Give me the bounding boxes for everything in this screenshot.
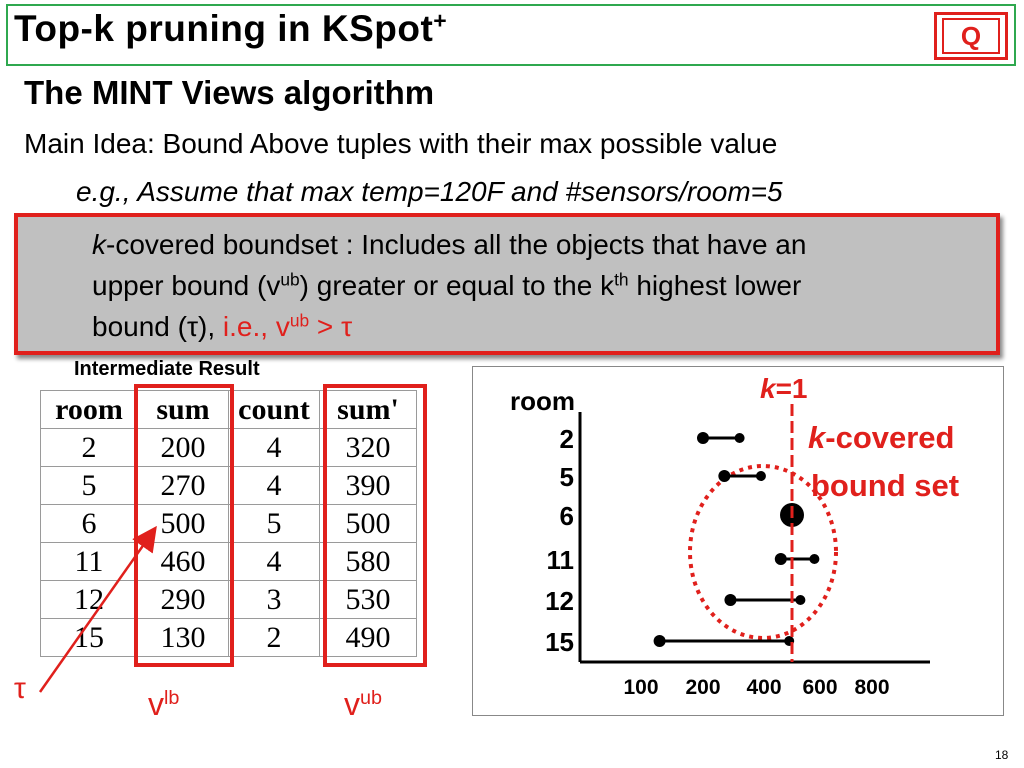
table-label: Intermediate Result	[74, 358, 260, 380]
cell-sum: 290	[138, 581, 229, 619]
slide-title: Top-k pruning in KSpot+	[14, 7, 448, 49]
definition-line-2: upper bound $(v^{ub})$ greater or equal to the $k^{th}$ highest lower	[92, 269, 802, 301]
cell-sum: 200	[138, 429, 229, 467]
cell-sum-prime: 490	[320, 619, 417, 657]
cell-count: 5	[229, 505, 320, 543]
vub-label: $v^{ub}$	[344, 686, 383, 722]
cell-sum-prime: 530	[320, 581, 417, 619]
cell-room: 6	[41, 505, 138, 543]
definition-line-1: k-covered boundset : Includes all the objects that have an	[92, 229, 807, 260]
cell-count: 4	[229, 543, 320, 581]
cell-count: 3	[229, 581, 320, 619]
example-text: e.g., Assume that max temp=120F and #sensors/room=5	[76, 176, 783, 207]
x-tick-label: 800	[854, 676, 890, 699]
header-room: room	[41, 391, 138, 429]
cell-sum: 460	[138, 543, 229, 581]
cell-room: 5	[41, 467, 138, 505]
x-tick-label: 400	[746, 676, 782, 699]
interval-upper-dot	[795, 595, 805, 605]
x-tick-label: 100	[623, 676, 659, 699]
cell-sum: 270	[138, 467, 229, 505]
definition-line-3: bound (τ), i.e., $v^{ub} > \tau$	[92, 310, 353, 342]
header-sum: sum	[138, 391, 229, 429]
room-tick-label: 15	[545, 627, 574, 657]
room-tick-label: 11	[546, 545, 574, 575]
main-idea-text: Main Idea: Bound Above tuples with their max possible value	[24, 128, 778, 159]
threshold-label: k=1	[760, 373, 808, 404]
subtitle: The MINT Views algorithm	[24, 74, 435, 111]
cell-count: 4	[229, 429, 320, 467]
vlb-label: $v^{lb}$	[148, 686, 180, 722]
k-covered-label: k-covered	[808, 420, 955, 455]
tau-label: τ	[14, 672, 26, 705]
cell-count: 4	[229, 467, 320, 505]
interval-lower-dot	[718, 470, 730, 482]
cell-count: 2	[229, 619, 320, 657]
cell-room: 15	[41, 619, 138, 657]
interval-lower-dot	[775, 553, 787, 565]
interval-lower-dot	[697, 432, 709, 444]
interval-lower-dot	[654, 635, 666, 647]
interval-upper-dot	[735, 433, 745, 443]
cell-room: 2	[41, 429, 138, 467]
room-tick-label: 5	[559, 462, 574, 492]
cell-sum-prime: 390	[320, 467, 417, 505]
slide-number: 18	[995, 748, 1009, 762]
cell-room: 11	[41, 543, 138, 581]
room-tick-label: 6	[559, 501, 574, 531]
cell-sum: 130	[138, 619, 229, 657]
bound-set-label: bound set	[811, 468, 960, 503]
interval-upper-dot	[756, 471, 766, 481]
x-tick-label: 200	[685, 676, 721, 699]
room-tick-label: 12	[545, 586, 574, 616]
y-axis-label: room	[510, 386, 575, 416]
cell-sum-prime: 580	[320, 543, 417, 581]
cell-sum-prime: 320	[320, 429, 417, 467]
header-count: count	[229, 391, 320, 429]
interval-lower-dot	[724, 594, 736, 606]
cell-sum-prime: 500	[320, 505, 417, 543]
header-sum-prime: sum'	[320, 391, 417, 429]
interval-upper-dot	[809, 554, 819, 564]
x-tick-label: 600	[802, 676, 838, 699]
room-tick-label: 2	[559, 424, 574, 454]
cell-sum: 500	[138, 505, 229, 543]
cell-room: 12	[41, 581, 138, 619]
q-badge-label: Q	[942, 18, 1000, 54]
